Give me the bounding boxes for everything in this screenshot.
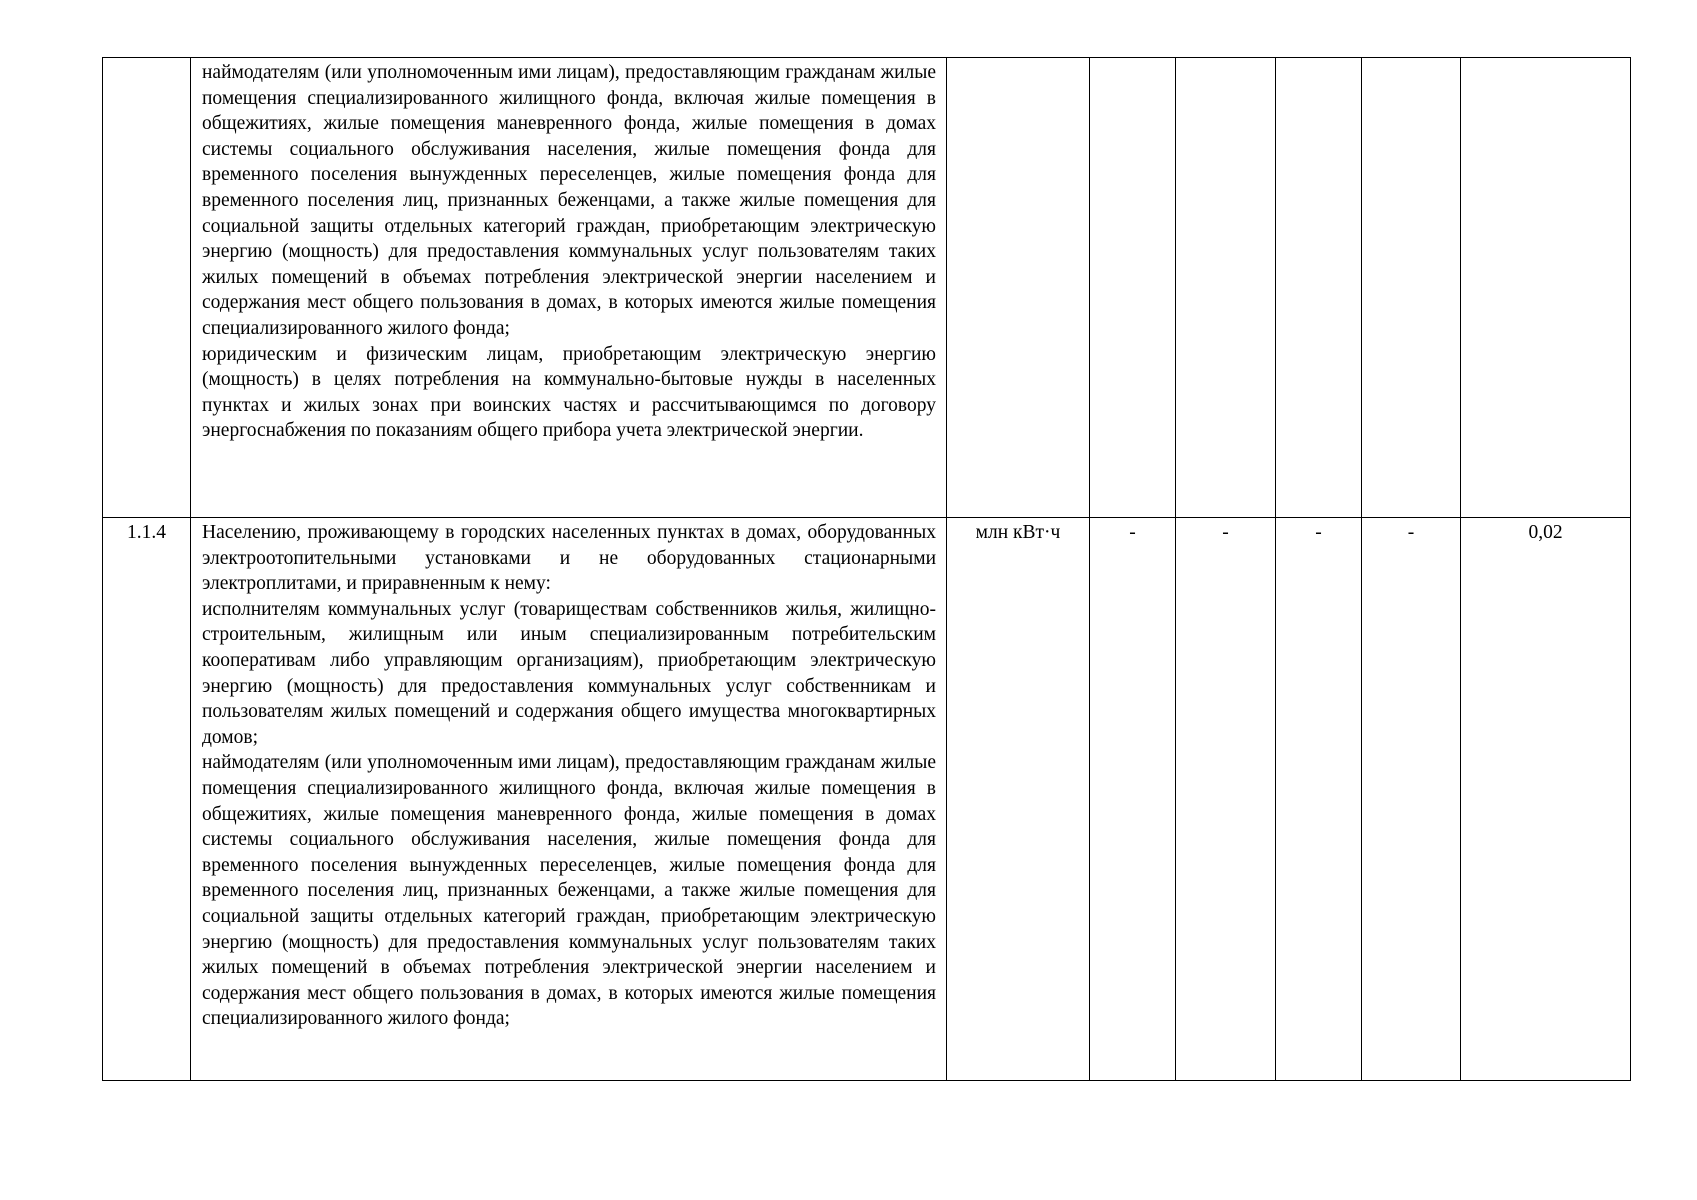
row-description: [191, 58, 947, 518]
value-cell: -: [1362, 518, 1461, 1081]
value-cell: [1276, 58, 1362, 518]
paragraph: юридическим и физическим лицам, приобретающим электрическую энергию (мощность) в целях потребления на коммунально-бытовые нужды в населенных пунктах и жилых зонах при воинских частях и рассчитывающимся по договору энергоснабжения по показаниям общего прибора учета электрической энергии.: [202, 343, 936, 442]
value-cell: [1362, 58, 1461, 518]
value-cell: -: [1090, 518, 1176, 1081]
value-cell: [1461, 58, 1631, 518]
value-cell: -: [1276, 518, 1362, 1081]
paragraph: наймодателям (или уполномоченным ими лицам), предоставляющим гражданам жилые помещения специализированного жилищного фонда, включая жилые помещения в общежитиях, жилые помещения маневренного фонда, жилые помещения в домах системы социального обслуживания населения, жилые помещения фонда для временного поселения вынужденных переселенцев, жилые помещения фонда для временного поселения лиц, признанных беженцами, а также жилые помещения для социальной защиты отдельных категорий граждан, приобретающим электрическую энергию (мощность) для предоставления коммунальных услуг пользователям таких жилых помещений в объемах потребления электрической энергии населением и содержания мест общего пользования в домах, в которых имеются жилые помещения специализированного жилого фонда;: [202, 752, 936, 1030]
value-cell: [1090, 58, 1176, 518]
unit-cell: [947, 58, 1090, 518]
paragraph: наймодателям (или уполномоченным ими лицам), предоставляющим гражданам жилые помещения специализированного жилищного фонда, включая жилые помещения в общежитиях, жилые помещения маневренного фонда, жилые помещения в домах системы социального обслуживания населения, жилые помещения фонда для временного поселения вынужденных переселенцев, жилые помещения фонда для временного поселения лиц, признанных беженцами, а также жилые помещения для социальной защиты отдельных категорий граждан, приобретающим электрическую энергию (мощность) для предоставления коммунальных услуг пользователям таких жилых помещений в объемах потребления электрической энергии населением и содержания мест общего пользования в домах, в которых имеются жилые помещения специализированного жилого фонда;: [202, 62, 936, 339]
value-cell: -: [1176, 518, 1276, 1081]
paragraph: Населению, проживающему в городских населенных пунктах в домах, оборудованных электроотопительными установками и не оборудованных стационарными электроплитами, и приравненным к нему:: [202, 522, 936, 595]
tariff-table: [102, 57, 1631, 1081]
paragraph: исполнителям коммунальных услуг (товариществам собственников жилья, жилищно-строительным, жилищным или иным специализированным потребительским кооперативам либо управляющим организациям), приобретающим электрическую энергию (мощность) для предоставления коммунальных услуг собственникам и пользователям жилых помещений и содержания общего имущества многоквартирных домов;: [202, 598, 936, 748]
table-row: [103, 518, 1631, 1081]
row-number: 1.1.4: [103, 518, 191, 1081]
table-row: [103, 58, 1631, 518]
unit-cell: млн кВт·ч: [947, 518, 1090, 1081]
value-cell: [1176, 58, 1276, 518]
row-number: [103, 58, 191, 518]
row-description: [191, 518, 947, 1081]
value-cell: 0,02: [1461, 518, 1631, 1081]
